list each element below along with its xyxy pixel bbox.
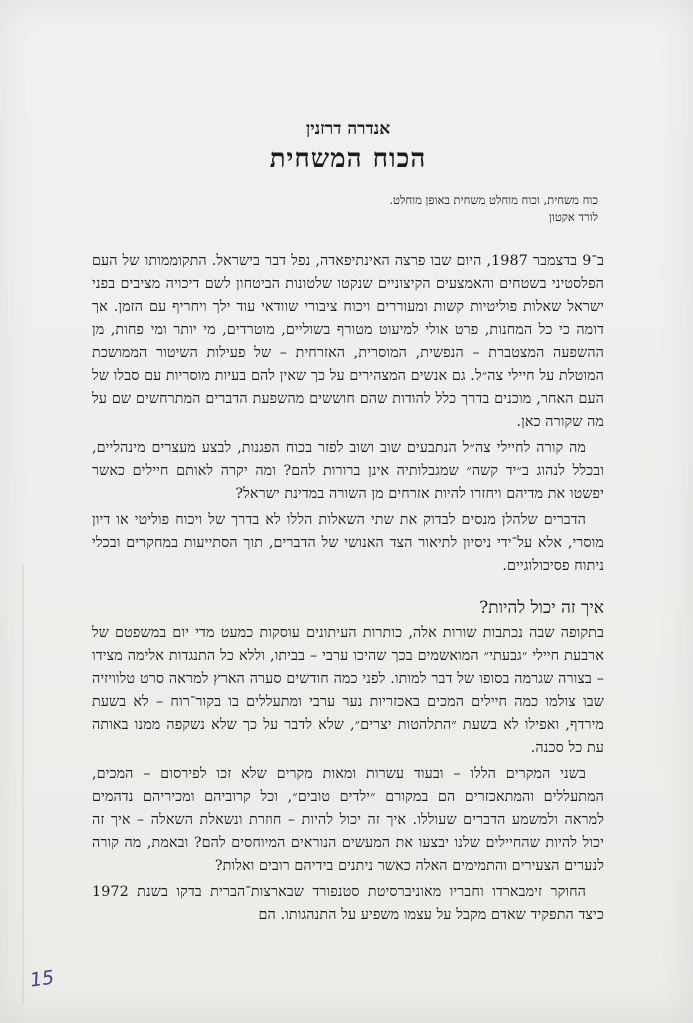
paragraph: ב־9 בדצמבר 1987, היום שבו פרצה האינתיפאדה, נפל דבר בישראל. התקוממותו של העם הפלסטיני בשטחים והאמצעים הקיצוניים שנקטו שלטונות הביטחון לשם דיכויה מציבים בפני ישראל שאלות פוליטיות קשות ומעוררים ויכוח ציבורי שוודאי עוד ילך ויחריף עם הזמן. אך דומה כי כל המחנות, פרט אולי למיעוט מטורף בשוליים, מוטרדים, מי יותר ומי פחות, מן ההשפעה המצטברת – הנפשית, המוסרית, האזרחית – של פעילות השיטור הממושכת המוטלת על חיילי צה״ל. גם אנשים המצהירים על כך שאין להם בעיות מוסריות עם סבלו של העם האחר, מוכנים בדרך כלל להודות שהם חוששים מהשפעת הדברים המתרחשים שם על מה שקורה כאן. [92, 253, 604, 430]
paragraph: החוקר זימבארדו וחבריו מאוניברסיטת סטנפורד שבארצות־הברית בדקו בשנת 1972 כיצד התפקיד שאדם מקבל על עצמו משפיע על התנהגותו. הם [92, 884, 604, 923]
author-name: אנדרה דרזנין [305, 119, 391, 139]
page-content [92, 118, 604, 927]
epigraph-quote: כוח משחית, וכוח מוחלט משחית באופן מוחלט. [389, 193, 598, 207]
paragraph: מה קורה לחיילי צה״ל הנתבעים שוב ושוב לפזר בכוח הפגנות, לבצע מעצרים מינהליים, ובכלל לנהוג ב״יד קשה״ שמגבלותיה אינן ברורות להם? ומה יקרה לאותם חיילים כאשר יפשטו את מדיהם ויחזרו להיות אזרחים מן השורה במדינת ישראל? [92, 440, 604, 502]
chapter-title: הכוח המשחית [269, 144, 427, 174]
margin-shadow [22, 565, 24, 1005]
paragraph: הדברים שלהלן מנסים לבדוק את שתי השאלות הללו לא בדרך של ויכוח פוליטי או דיון מוסרי, אלא על־ידי ניסיון לתיאור הצד האנושי של הדברים, תוך הסתייעות במחקרים ובכלי ניתוח פסיכולוגיים. [92, 512, 604, 574]
epigraph-attribution: לורד אקטון [548, 210, 598, 224]
paragraph: בתקופה שבה נכתבות שורות אלה, כותרות העיתונים עוסקות כמעט מדי יום במשפטם של ארבעת חיילי ״גבעתי״ המואשמים בכך שהיכו ערבי – בביתו, וללא כל התנגדות אלימה מצידו – בצורה שגרמה בסופו של דבר למותו. לפני כמה חודשים סערה הארץ למראה סרט טלוויזיה שבו צולמו כמה חיילים המכים באכזריות נער ערבי ומתעללים בו בקור־רוח – לא בשעת מירדף, ואפילו לא בשעת ״התלהטות יצרים״, שלא לדבר על כך שלא נשקפה ממנו באותה עת כל סכנה. [92, 625, 604, 756]
handwritten-page-number: 15 [28, 966, 56, 992]
section-heading: איך זה יכול להיות? [479, 598, 604, 618]
paragraph: בשני המקרים הללו – ובעוד עשרות ומאות מקרים שלא זכו לפירסום – המכים, המתעללים והמתאכזרים הם במקורם ״ילדים טובים״, וכל קרוביהם ומכיריהם נדהמים למראה ולמשמע הדברים שעוללו. איך זה יכול להיות – חוזרת ונשאלת השאלה – איך זה יכול להיות שהחיילים שלנו יבצעו את המעשים הנוראים המיוחסים להם? ובאמת, מה קורה לנערים הצעירים והתמימים האלה כאשר ניתנים בידיהם רובים ואלות? [92, 766, 604, 874]
epigraph [92, 192, 604, 226]
